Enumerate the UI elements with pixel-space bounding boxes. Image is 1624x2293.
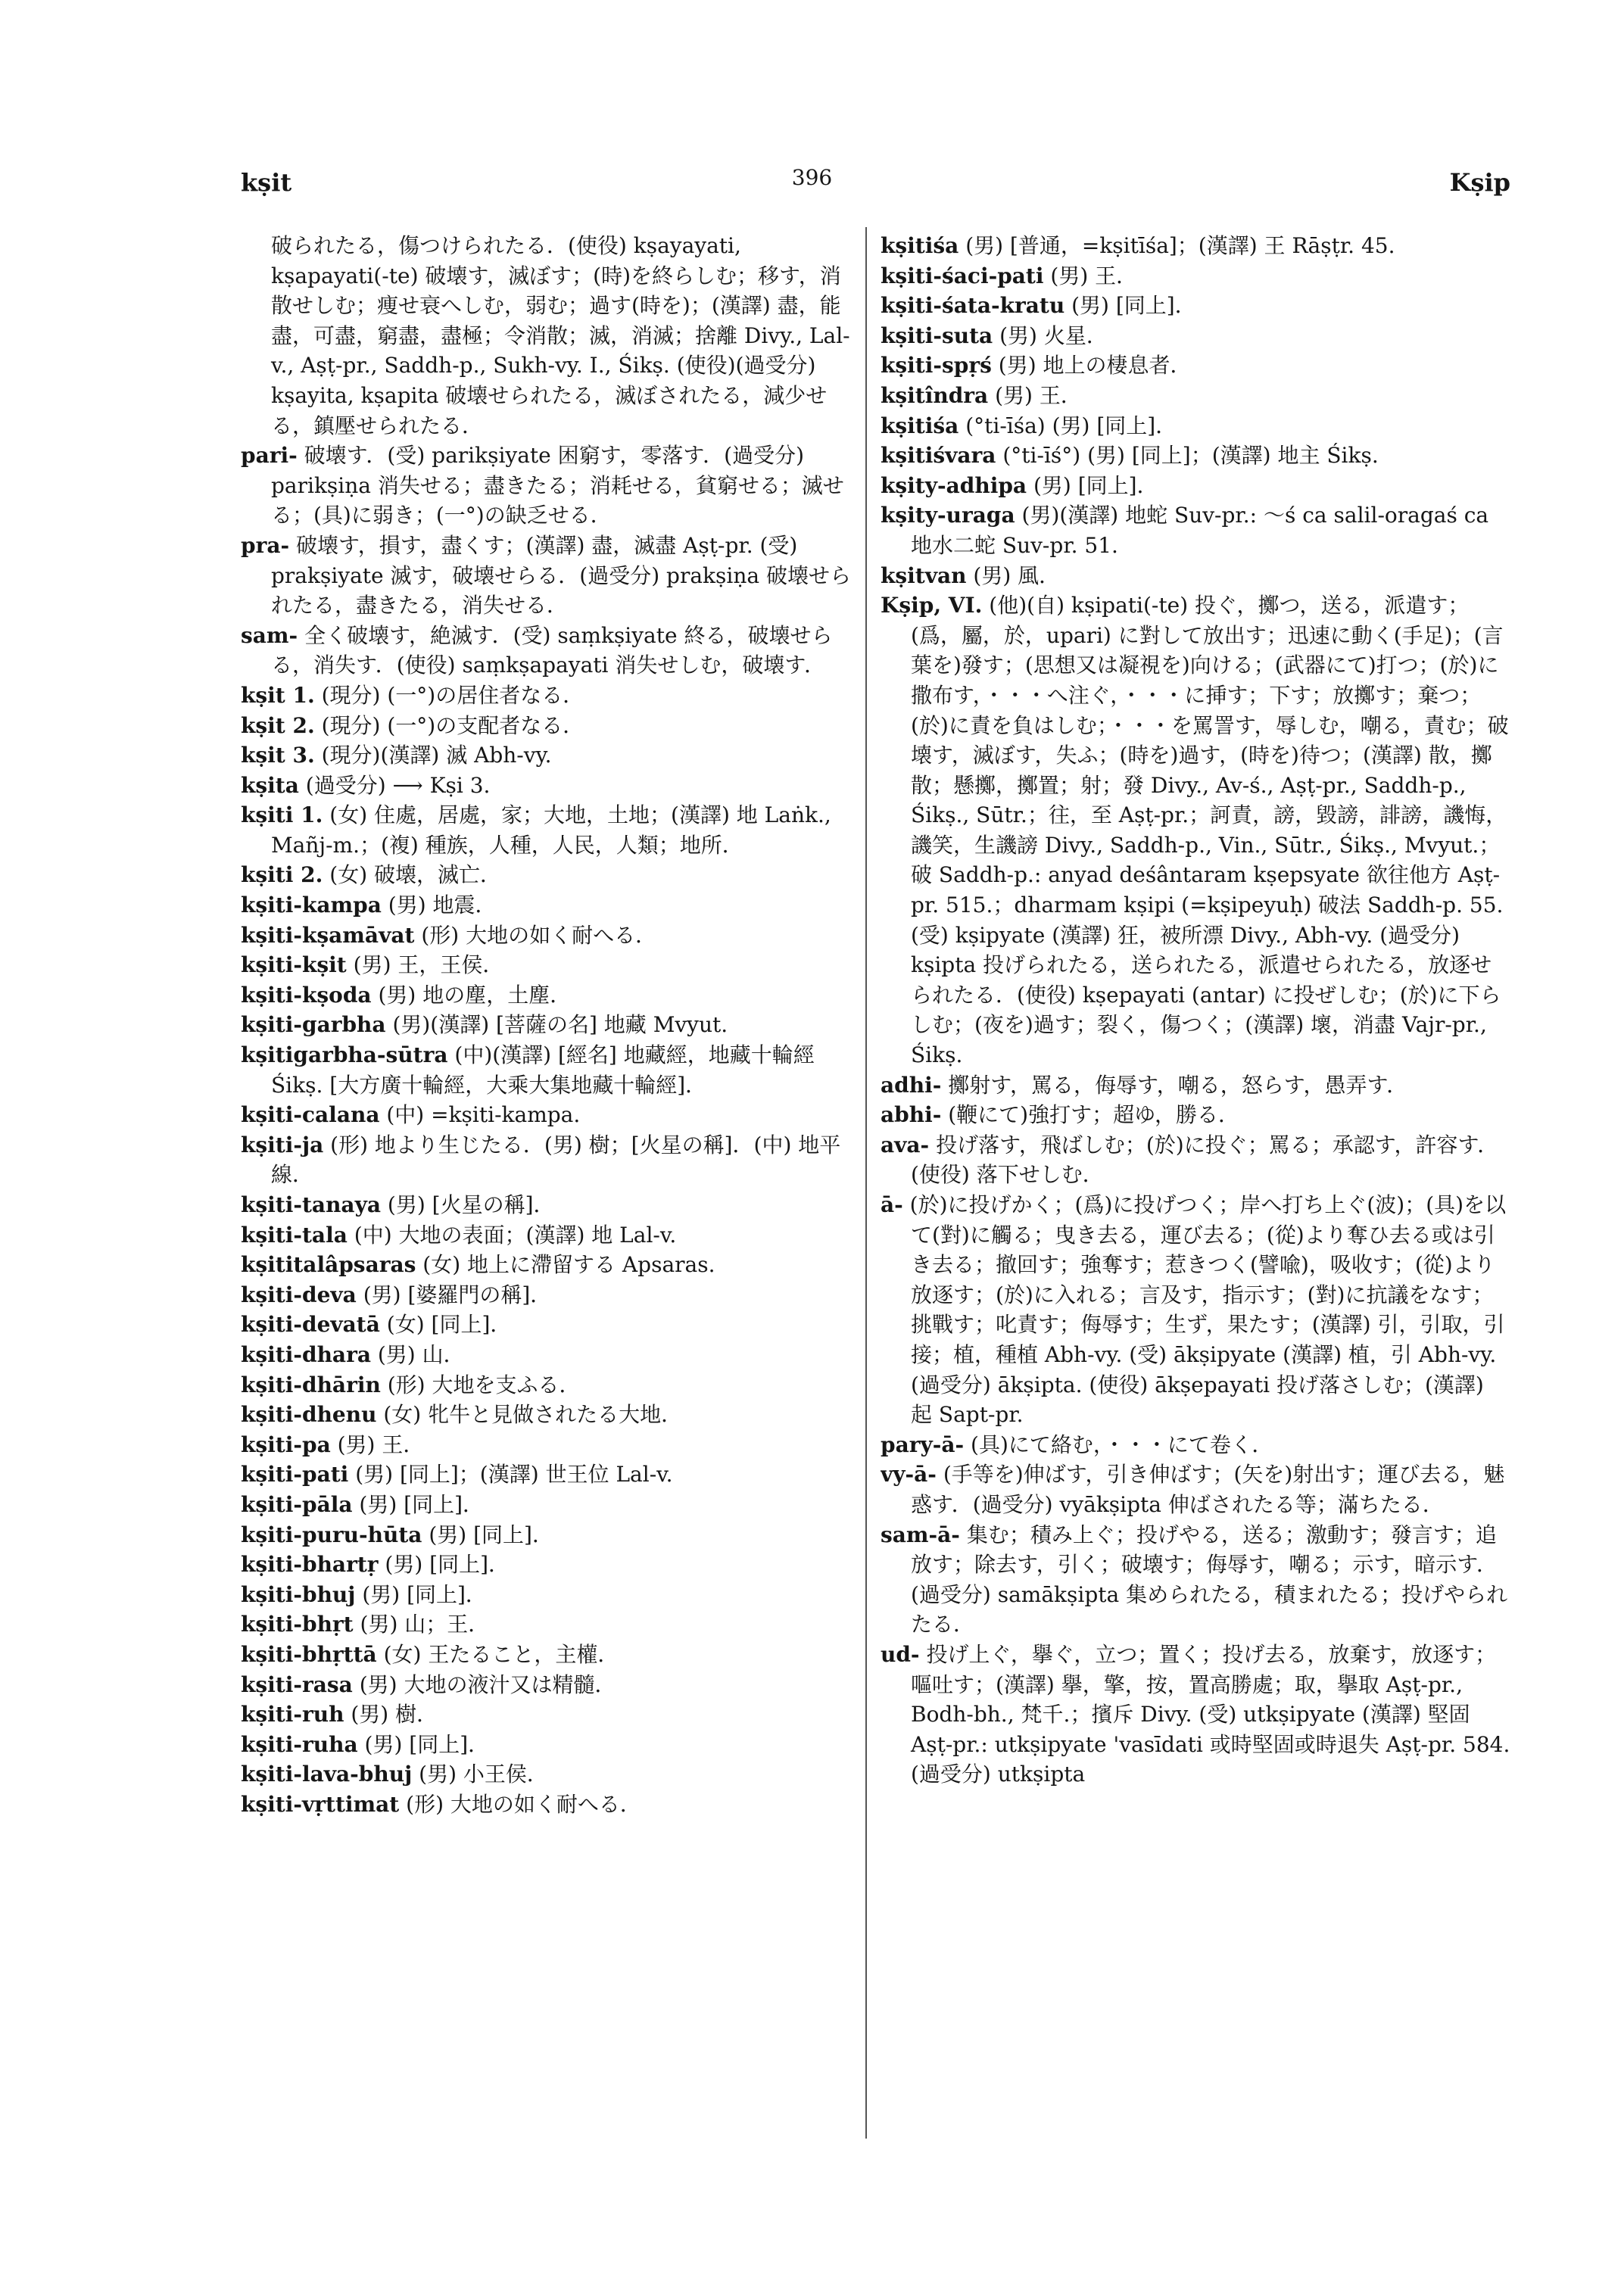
headword: kṣiti-devatā [241,1312,380,1338]
entry-definition: (女) 牝牛と見做されたる大地． [383,1402,683,1428]
dictionary-entry [881,381,1510,411]
dictionary-entry [241,1010,862,1040]
entry-definition: (中)(漢譯) [經名] 地藏經，地藏十輪經 Śikṣ. [大方廣十輪經，大乘大集地藏十輪經]． [271,1042,815,1098]
dictionary-entry [881,1640,1510,1790]
dictionary-entry [881,1520,1510,1640]
dictionary-entry [881,500,1510,560]
left-column [241,231,862,1819]
headword: kṣitiśvara [881,443,996,469]
entry-definition: (女) 王たること，主權． [383,1641,619,1667]
headword: kṣiti-deva [241,1282,357,1307]
dictionary-entry [241,1130,862,1190]
entry-definition: (中) 大地の表面；(漢譯) 地 Lal-v. [354,1222,677,1248]
entry-definition: (男) 小王侯． [419,1762,548,1787]
entry-definition: (他)(自) kṣipati(-te) 投ぐ，擲つ，送る，派遣す；(爲，屬，於，upari) に對して放出す；迅速に動く(手足)；(言葉を)發す；(思想又は凝視を)向ける；(武器にて)打つ；(於)に撒布す，・・・へ注ぐ，・・・に挿す；下す；放擲す；棄つ；(於)に責を負はしむ；・・・を罵詈す，辱しむ，嘲る，責む；破壊す，滅ぼす，失ふ；(時を)過す，(時を)待つ；(漢譯) 散，擲散；懸擲，擲置；射；發 Divy., Av-ś., Aṣṭ-pr., Saddh-p., Śikṣ., Sūtr.；往，至 Aṣṭ-pr.；訶責，謗，毀謗，誹謗，譏悔，譏笑，生譏謗 Divy., Saddh-p., Vin., Sūtr., Śikṣ., Mvyut.；破 Saddh-p.: anyad deśântaram kṣepsyate 欲往他方 Aṣṭ-pr. 515.；dharmam kṣipi (=kṣipeyuḥ) 破法 Saddh-p. 55. (受) kṣipyate (漢譯) 狂，被所漂 Divy., Abh-vy. (過受分) kṣipta 投げられたる，送られたる，派遣せられたる，放逐せられたる．(使役) kṣepayati (antar) に投ぜしむ；(於)に下らしむ；(夜を)過す；裂く，傷つく；(漢譯) 壞，消盡 Vajr-pr., Śikṣ. [911,593,1509,1068]
entry-definition: (現分) (一°)の支配者なる． [321,712,584,738]
entry-definition: (手等を)伸ばす，引き伸ばす；(矢を)射出す；運び去る，魅惑す．(過受分) vyākṣipta 伸ばされたる等；滿ちたる． [911,1462,1505,1517]
headword: kṣiti-lava-bhuj [241,1762,413,1787]
headword: kṣiti-śaci-pati [881,263,1044,288]
dictionary-entry [241,531,862,621]
dictionary-entry [241,231,862,441]
dictionary-entry [241,1550,862,1580]
running-head-right: Kṣip [1449,168,1510,197]
headword: kṣiti-kṣamāvat [241,922,415,948]
dictionary-entry [881,231,1510,261]
dictionary-entry [881,411,1510,441]
headword: kṣitiśa [881,413,959,438]
dictionary-entry [241,800,862,860]
entry-definition: (男) [火星の稱]． [387,1192,555,1217]
headword: vy-ā- [881,1462,937,1488]
entry-definition: (形) 地より生じたる．(男) 樹；[火星の稱]．(中) 地平線． [271,1132,841,1188]
entry-definition: (中) =kṣiti-kampa. [386,1102,581,1128]
headword: kṣit 1. [241,682,315,708]
headword: kṣiti-puru-hūta [241,1522,422,1547]
dictionary-entry [241,1490,862,1520]
dictionary-entry [241,681,862,711]
entry-definition: (男) [同上]． [362,1581,487,1607]
entry-definition: (男) 地上の棲息者． [998,353,1192,379]
dictionary-entry [881,1460,1510,1519]
dictionary-entry [241,771,862,801]
entry-definition: (女) 住處，居處，家；大地，土地；(漢譯) 地 Laṅk., Mañj-m.；(複) 種族，人種，人民，人類；地所． [271,802,831,858]
dictionary-entry [241,1759,862,1790]
entry-definition: (男)(漢譯) [菩薩の名] 地藏 Mvyut. [392,1012,728,1038]
entry-definition: (男) [同上]． [429,1522,553,1547]
headword: kṣiti-spṛś [881,353,992,379]
entry-definition: (男) 王． [1050,263,1138,288]
entry-definition: (女) [同上]． [386,1312,512,1338]
running-head-left: kṣit [241,168,292,197]
entry-definition: (鞭にて)強打す；超ゆ，勝る． [948,1102,1239,1128]
headword: Kṣip, VI. [881,593,983,618]
headword: pra- [241,532,290,558]
headword: kṣit 3. [241,743,315,768]
dictionary-entry [241,711,862,741]
headword: kṣitvan [881,562,967,588]
entry-definition: (男) [同上]． [1033,472,1158,498]
headword: kṣiti-bhṛttā [241,1641,377,1667]
headword: kṣiti-kṣit [241,952,347,978]
dictionary-entry [241,1340,862,1370]
headword: kṣiti-pati [241,1462,349,1488]
headword: kṣita [241,772,299,798]
entry-definition: (男) 山． [377,1341,465,1367]
entry-definition: (現分)(漢譯) 滅 Abh-vy. [321,743,552,768]
dictionary-entry [241,1190,862,1220]
entry-definition: (男) [同上]． [1071,293,1196,319]
dictionary-entry [241,1280,862,1310]
headword: kṣiti-rasa [241,1671,353,1697]
dictionary-entry [881,350,1510,381]
entry-definition: (男) 樹． [351,1702,438,1728]
headword: kṣiti 2. [241,862,323,888]
dictionary-entry [241,1790,862,1820]
entry-definition: (°ti-īś°) (男) [同上]；(漢譯) 地主 Śikṣ. [1002,443,1379,469]
dictionary-entry [241,1250,862,1280]
dictionary-entry [881,441,1510,471]
headword: kṣitîndra [881,382,989,408]
dictionary-entry [881,261,1510,291]
dictionary-entry [881,1190,1510,1430]
entry-definition: (男) 山；王． [360,1612,490,1637]
entry-definition: (男) 王． [995,382,1082,408]
entry-definition: (男)(漢譯) 地蛇 Suv-pr.: ～ś ca salil-oragaś ca 地水二蛇 Suv-pr. 51. [911,503,1489,558]
entry-definition: 破壊す．(受) parikṣiyate 困窮す，零落す．(過受分) parikṣiṇa 消失せる；盡きたる；消耗せる，貧窮せる；滅せる；(具)に弱き；(一°)の缺乏せる． [271,443,844,528]
entry-definition: (女) 破壊，滅亡． [329,862,502,888]
headword: pary-ā- [881,1432,965,1457]
dictionary-entry [241,1670,862,1700]
dictionary-entry [241,1730,862,1760]
entry-definition: (男) 風． [973,562,1061,588]
entry-definition: (男) [同上]． [385,1552,510,1578]
headword: kṣity-adhipa [881,472,1027,498]
dictionary-entry [241,621,862,681]
headword: kṣiti-garbha [241,1012,386,1038]
entry-definition: (形) 大地の如く耐へる． [406,1791,641,1817]
dictionary-entry [241,1520,862,1550]
dictionary-entry [241,1609,862,1640]
headword: kṣiti-kṣoda [241,982,372,1008]
headword: kṣiti-bhṛt [241,1612,354,1637]
dictionary-entry [241,1370,862,1400]
headword: kṣiti-ja [241,1132,324,1157]
dictionary-entry [241,1699,862,1730]
entry-definition: (男) 地震． [388,893,497,918]
headword: kṣiti-ruh [241,1702,344,1728]
headword: kṣiti-kampa [241,893,382,918]
headword: kṣiti-bhartṛ [241,1552,379,1578]
dictionary-entry [881,1430,1510,1460]
entry-definition: (°ti-īśa) (男) [同上]． [965,413,1177,438]
headword: kṣiti-ruha [241,1731,358,1757]
page-number: 396 [791,165,833,190]
entry-definition: (男) [普通，=kṣitīśa]；(漢譯) 王 Rāṣṭr. 45. [965,233,1395,258]
entry-definition: (形) 大地を支ふる． [387,1372,581,1397]
entry-definition: (現分) (一°)の居住者なる． [321,682,584,708]
entry-definition: (男) 王，王侯． [353,952,504,978]
dictionary-entry [241,1460,862,1490]
entry-definition: (男) [同上]；(漢譯) 世王位 Lal-v. [355,1462,673,1488]
dictionary-entry [881,1130,1510,1190]
headword: kṣiti-śata-kratu [881,293,1065,319]
dictionary-entry [881,561,1510,591]
headword: kṣiti-suta [881,322,993,348]
entry-definition: (形) 大地の如く耐へる． [421,922,657,948]
dictionary-entry [881,1070,1510,1101]
headword: kṣiti-dhara [241,1341,371,1367]
headword: kṣiti-tanaya [241,1192,381,1217]
dictionary-entry [241,980,862,1011]
entry-definition: (男) 大地の液汁又は精髓． [359,1671,616,1697]
dictionary-entry [241,1430,862,1460]
entry-definition: 投げ落す，飛ばしむ；(於)に投ぐ；罵る；承認す，許容す．(使役) 落下せしむ． [911,1132,1499,1188]
entry-definition: (男) 王． [337,1432,425,1457]
headword: kṣiti 1. [241,802,323,828]
entry-definition: 破られたる，傷つけられたる．(使役) kṣayayati, kṣapayati(-te) 破壊す，滅ぼす；(時)を終らしむ；移す，消散せしむ；痩せ衰へしむ，弱む；過す(時を)；(漢譯) 盡，能盡，可盡，窮盡，盡極；令消散；滅，消滅；捨離 Divy., Lal-v., Aṣṭ-pr., Saddh-p., Sukh-vy. I., Śikṣ. (使役)(過受分) kṣayita, kṣapita 破壊せられたる，滅ぼされたる，減少せる，鎮壓せられたる． [271,233,850,438]
headword: kṣiti-bhuj [241,1581,356,1607]
entry-definition: (男) [同上]． [364,1731,490,1757]
entry-definition: 擲射す，罵る，侮辱す，嘲る，怒らす，愚弄す． [948,1072,1408,1098]
headword: adhi- [881,1072,942,1098]
entry-definition: (男) 火星． [999,322,1108,348]
dictionary-entry [241,441,862,531]
headword: kṣitiśa [881,233,959,258]
headword: kṣiti-calana [241,1102,380,1128]
headword: kṣititalâpsaras [241,1252,416,1278]
entry-definition: (男) [婆羅門の稱]． [363,1282,552,1307]
column-divider [865,227,867,2139]
dictionary-entry [241,1640,862,1670]
dictionary-entry [881,321,1510,351]
entry-definition: (過受分) ⟶ Kṣi 3. [305,772,491,798]
dictionary-entry [241,890,862,921]
right-column [881,231,1510,1790]
headword: kṣity-uraga [881,503,1015,528]
headword: kṣiti-dhenu [241,1402,377,1428]
headword: ā- [881,1192,903,1217]
dictionary-entry [881,291,1510,321]
dictionary-entry [241,1100,862,1130]
dictionary-entry [881,1100,1510,1130]
entry-definition: (男) [同上]． [359,1491,485,1517]
dictionary-entry [241,1400,862,1430]
headword: kṣiti-pāla [241,1491,353,1517]
entry-definition: 全く破壊す，絶滅す．(受) saṃkṣiyate 終る，破壊せらる，消失す．(使役) saṃkṣapayati 消失せしむ，破壊す． [271,622,833,678]
dictionary-entry [241,1310,862,1340]
entry-definition: 破壊す，損す，盡くす；(漢譯) 盡，滅盡 Aṣṭ-pr. (受) prakṣiyate 滅す，破壊せらる．(過受分) prakṣiṇa 破壊せられたる，盡きたる，消失せる． [271,532,851,618]
headword: abhi- [881,1102,942,1128]
entry-definition: (具)にて絡む，・・・にて卷く． [971,1432,1273,1457]
entry-definition: 投げ上ぐ，擧ぐ，立つ；置く；投げ去る，放棄す，放逐す；嘔吐す；(漢譯) 擧，擎，按，置高勝處；取，擧取 Aṣṭ-pr., Bodh-bh., 梵千.；擯斥 Divy. (受) utkṣipyate (漢譯) 堅固 Aṣṭ-pr.: utkṣipyate 'vasīdati 或時堅固或時退失 Aṣṭ-pr. 584. (過受分) utkṣipta [911,1641,1510,1787]
headword: kṣit 2. [241,712,315,738]
headword: ud- [881,1641,920,1667]
entry-definition: (女) 地上に滯留する Apsaras. [422,1252,715,1278]
headword: ava- [881,1132,930,1157]
headword: sam-ā- [881,1522,960,1547]
dictionary-entry [241,860,862,890]
dictionary-entry [241,1580,862,1610]
entry-definition: 集む；積み上ぐ；投げやる，送る；激動す；發言す；追放す；除去す，引く；破壊す；侮辱す，嘲る；示す，暗示す．(過受分) samākṣipta 集められたる，積まれたる；投げやられたる． [911,1522,1508,1637]
dictionary-entry [881,590,1510,1070]
entry-definition: (男) 地の塵，土塵． [378,982,572,1008]
headword: pari- [241,443,298,469]
dictionary-entry [881,471,1510,501]
dictionary-entry [241,1040,862,1100]
headword: kṣiti-vṛttimat [241,1791,400,1817]
headword: kṣiti-dhārin [241,1372,381,1397]
headword: sam- [241,622,298,648]
entry-definition: (於)に投げかく；(爲)に投げつく；岸へ打ち上ぐ(波)；(具)を以て(對)に觸る；曳き去る，運び去る；(從)より奪ひ去る或は引き去る；撤回す；強奪す；惹きつく(譬喩)，吸收す；(從)より放逐す；(於)に入れる；言及す，指示す；(對)に抗議をなす；挑戰す；叱責す；侮辱す；生ず，果たす；(漢譯) 引，引取，引接；植，種植 Abh-vy. (受) ākṣipyate (漢譯) 植，引 Abh-vy. (過受分) ākṣipta. (使役) ākṣepayati 投げ落さしむ；(漢譯) 起 Sapt-pr. [909,1192,1507,1428]
headword: kṣitigarbha-sūtra [241,1042,448,1068]
dictionary-entry [241,921,862,951]
dictionary-entry [241,1220,862,1251]
dictionary-entry [241,950,862,980]
headword: kṣiti-pa [241,1432,331,1457]
dictionary-entry [241,740,862,771]
headword: kṣiti-tala [241,1222,348,1248]
